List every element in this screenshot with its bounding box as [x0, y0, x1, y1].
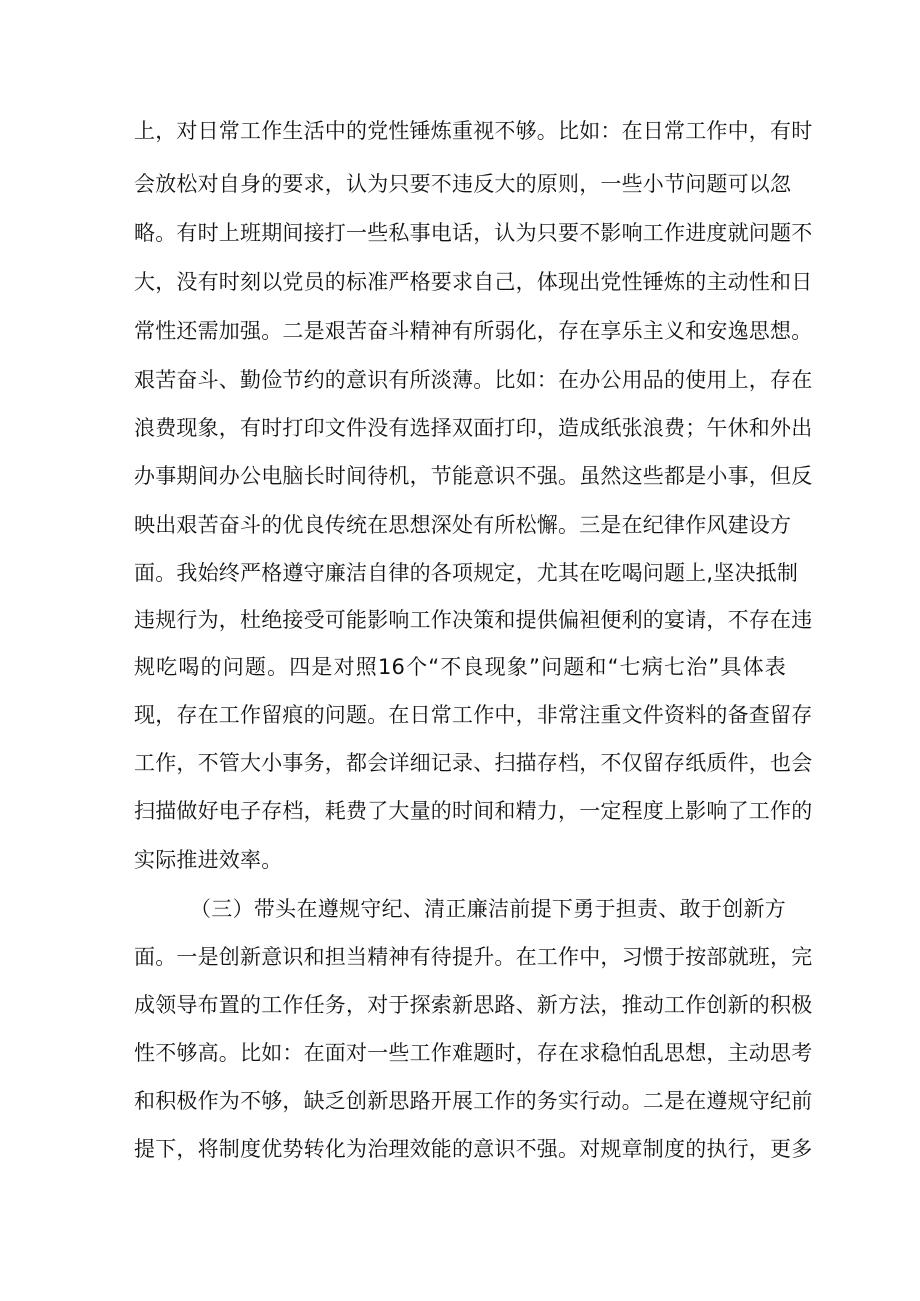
paragraph-1-line-14: 工作，不管大小事务，都会详细记录、扫描存档，不仅留存纸质件，也会 [134, 751, 813, 775]
paragraph-1-line-3: 略。有时上班期间接打一些私事电话，认为只要不影响工作进度就问题不 [134, 221, 813, 245]
paragraph-1-line-9: 映出艰苦奋斗的优良传统在思想深处有所松懈。三是在纪律作风建设方 [134, 513, 792, 537]
paragraph-1-line-13: 现，存在工作留痕的问题。在日常工作中，非常注重文件资料的备查留存 [134, 703, 813, 727]
paragraph-1-line-2: 会放松对自身的要求，认为只要不违反大的原则，一些小节问题可以忽 [134, 172, 792, 196]
paragraph-2-line-2: 面。一是创新意识和担当精神有待提升。在工作中，习惯于按部就班，完 [134, 945, 813, 969]
paragraph-2-line-5: 和积极作为不够，缺乏创新思路开展工作的务实行动。二是在遵规守纪前 [134, 1089, 813, 1113]
paragraph-2-line-1: （三）带头在遵规守纪、清正廉洁前提下勇于担责、敢于创新方 [190, 897, 786, 921]
paragraph-1-line-4: 大，没有时刻以党员的标准严格要求自己，体现出党性锤炼的主动性和日 [134, 270, 813, 294]
paragraph-2-line-4: 性不够高。比如：在面对一些工作难题时，存在求稳怕乱思想，主动思考 [134, 1041, 813, 1065]
paragraph-1-line-8: 办事期间办公电脑长时间待机，节能意识不强。虽然这些都是小事，但反 [134, 464, 813, 488]
paragraph-2-line-6: 提下，将制度优势转化为治理效能的意识不强。对规章制度的执行，更多 [134, 1137, 813, 1161]
paragraph-1-line-7: 浪费现象，有时打印文件没有选择双面打印，造成纸张浪费；午休和外出 [134, 416, 813, 440]
paragraph-1-line-6: 艰苦奋斗、勤俭节约的意识有所淡薄。比如：在办公用品的使用上，存在 [134, 368, 813, 392]
paragraph-2-line-3: 成领导布置的工作任务，对于探索新思路、新方法，推动工作创新的积极 [134, 993, 813, 1017]
paragraph-1-line-1: 上，对日常工作生活中的党性锤炼重视不够。比如：在日常工作中，有时 [134, 119, 813, 143]
paragraph-1-line-11: 违规行为，杜绝接受可能影响工作决策和提供偏袒便利的宴请，不存在违 [134, 608, 813, 632]
paragraph-1-line-15: 扫描做好电子存档，耗费了大量的时间和精力，一定程度上影响了工作的 [134, 799, 813, 823]
paragraph-1-line-10: 面。我始终严格遵守廉洁自律的各项规定，尤其在吃喝问题上,坚决抵制 [134, 561, 799, 585]
paragraph-1-line-5: 常性还需加强。二是艰苦奋斗精神有所弱化，存在享乐主义和安逸思想。 [134, 319, 813, 343]
paragraph-1-line-16: 实际推进效率。 [134, 848, 283, 872]
paragraph-1-line-12: 规吃喝的问题。四是对照16个“不良现象”问题和“七病七治”具体表 [134, 655, 786, 679]
